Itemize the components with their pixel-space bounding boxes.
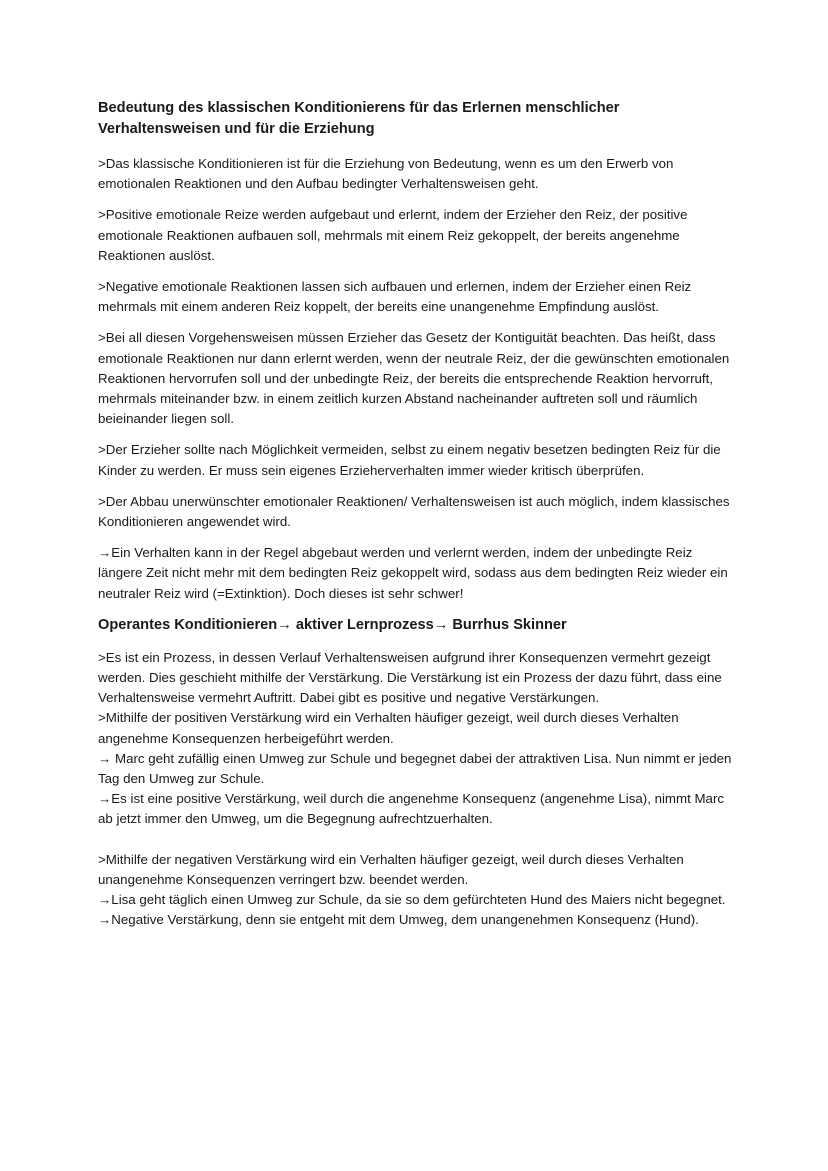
- paragraph-intro-1: >Das klassische Konditionieren ist für die Erziehung von Bedeutung, wenn es um den Erwerb von emotionalen Reaktionen und den Aufbau bedingter Verhaltensweisen geht.: [98, 156, 674, 192]
- paragraph-intro-3: >Negative emotionale Reaktionen lassen sich aufbauen und erlernen, indem der Erzieher einen Reiz mehrmals mit einem anderen Reiz koppelt, der bereits eine unangenehme Empfindung auslöst.: [98, 279, 692, 315]
- section-block-positive: [98, 648, 738, 830]
- section-line-2: >Mithilfe der positiven Verstärkung wird ein Verhalten häufiger gezeigt, weil durch dieses Verhalten angenehme Konsequenzen herbeigeführt werden.: [98, 710, 679, 746]
- section-line-7: →Negative Verstärkung, denn sie entgeht mit dem Umweg, dem unangenehmen Konsequenz (Hund).: [98, 912, 699, 928]
- section-heading: Operantes Konditionieren→ aktiver Lernprozess→ Burrhus Skinner: [98, 616, 567, 633]
- paragraph-intro-4: >Bei all diesen Vorgehensweisen müssen Erzieher das Gesetz der Kontiguität beachten. Das heißt, dass emotionale Reaktionen nur dann erlernt werden, wenn der neutrale Reiz, der die gewünschten emotionalen Reaktionen hervorrufen soll und der unbedingte Reiz, der bereits die entsprechende Reaktion hervorruft, mehrmals miteinander bzw. in einem zeitlich kurzen Abstand nacheinander auftreten soll und räumlich beieinander liegen soll.: [98, 330, 730, 427]
- section-line-6: →Lisa geht täglich einen Umweg zur Schule, da sie so dem gefürchteten Hund des Maiers nicht begegnet.: [98, 892, 726, 908]
- paragraph-intro-6: >Der Abbau unerwünschter emotionaler Reaktionen/ Verhaltensweisen ist auch möglich, indem klassisches Konditionieren angewendet wird.: [98, 493, 730, 530]
- section-block-negative: [98, 850, 738, 931]
- section-line-5: >Mithilfe der negativen Verstärkung wird ein Verhalten häufiger gezeigt, weil durch dieses Verhalten unangenehme Konsequenzen verringert bzw. beendet werden.: [98, 851, 684, 887]
- document-title: Bedeutung des klassischen Konditionierens für das Erlernen menschlicher Verhaltensweisen und für die Erziehung: [98, 100, 620, 137]
- section-line-3: → Marc geht zufällig einen Umweg zur Schule und begegnet dabei der attraktiven Lisa. Nun nimmt er jeden Tag den Umweg zur Schule.: [98, 750, 732, 787]
- paragraph-intro-7: →Ein Verhalten kann in der Regel abgebaut werden und verlernt werden, indem der unbedingte Reiz längere Zeit nicht mehr mit dem bedingten Reiz gekoppelt wird, sodass aus dem bedingten Reiz wieder ein neutraler Reiz wird (=Extinktion). Doch dieses ist sehr schwer!: [98, 545, 728, 601]
- section-line-1: >Es ist ein Prozess, in dessen Verlauf Verhaltensweisen aufgrund ihrer Konsequenzen vermehrt gezeigt werden. Dies geschieht mithilfe der Verstärkung. Die Verstärkung ist ein Prozess der dazu führt, dass eine Verhaltensweise vermehrt Auftritt. Dabei gibt es positive und negative Verstärkungen.: [98, 649, 722, 706]
- section-line-4: →Es ist eine positive Verstärkung, weil durch die angenehme Konsequenz (angenehme Lisa), nimmt Marc ab jetzt immer den Umweg, um die Begegnung aufrechtzuerhalten.: [98, 791, 725, 827]
- paragraph-intro-5: >Der Erzieher sollte nach Möglichkeit vermeiden, selbst zu einem negativ besetzen bedingten Reiz für die Kinder zu werden. Er muss sein eigenes Erzieherverhalten immer wieder kritisch überprüfen.: [98, 442, 721, 478]
- paragraph-intro-2: >Positive emotionale Reize werden aufgebaut und erlernt, indem der Erzieher den Reiz, der positive emotionale Reaktionen aufbauen soll, mehrmals mit einem Reiz gekoppelt, der bereits angenehme Reaktionen auslöst.: [98, 207, 688, 263]
